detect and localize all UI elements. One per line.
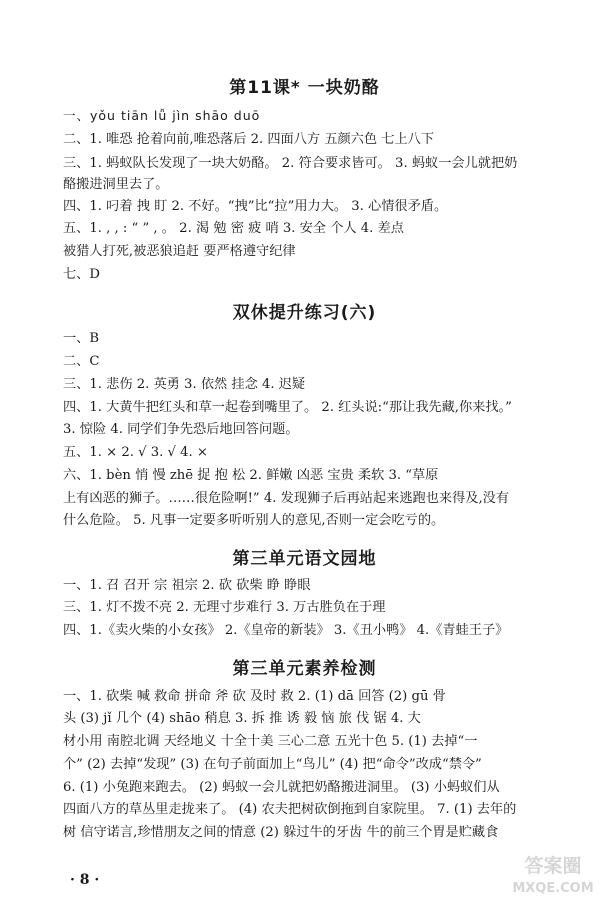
answer-line: 三、1. 灯不拨不亮 2. 无理寸步难行 3. 万古胜负在于理 bbox=[63, 600, 386, 615]
answer-line: 树 信守诺言,珍惜朋友之间的情意 (2) 躲过牛的牙齿 牛的前三个胃是贮藏食 bbox=[63, 825, 499, 840]
answer-line: 上有凶恶的狮子。……很危险啊!” 4. 发现狮子后再站起来逃跑也来得及,没有 bbox=[63, 491, 510, 506]
answer-line: 一、1. 砍柴 喊 救命 拼命 斧 砍 及时 救 2. (1) dā 回答 (2) gū 骨 bbox=[63, 689, 446, 704]
answer-line: 被猎人打死,被恶狼追赶 要严格遵守纪律 bbox=[63, 244, 296, 259]
answer-line: 三、1. 蚂蚁队长发现了一块大奶酪。 2. 符合要求皆可。 3. 蚂蚁一会儿就把奶 bbox=[63, 156, 518, 171]
answer-line: 3. 惊险 4. 同学们争先恐后地回答问题。 bbox=[63, 422, 299, 437]
answer-line: 四、1.《卖火柴的小女孩》 2.《皇帝的新装》 3.《丑小鸭》 4.《青蛙王子》 bbox=[63, 623, 509, 638]
answer-line: 五、1. , , : “ ” , 。 2. 渴 勉 密 疲 哨 3. 安全 个人 4. 差点 bbox=[63, 221, 404, 236]
answer-line: 四、1. 叼着 拽 盯 2. 不好。“拽”比“拉”用力大。 3. 心情很矛盾。 bbox=[63, 199, 448, 214]
answer-line: 一、1. 召 召开 宗 祖宗 2. 砍 砍柴 睁 睁眼 bbox=[63, 578, 311, 593]
answer-line: 一、yǒu tiān lǚ jìn shāo duō bbox=[63, 108, 261, 123]
answer-line: 一、B bbox=[63, 331, 100, 346]
answer-line: 6. (1) 小兔跑来跑去。 (2) 蚂蚁一会儿就把奶酪搬进洞里。 (3) 小蚂蚁们从 bbox=[63, 780, 500, 795]
answer-line: 材小用 南腔北调 天经地义 十全十美 三心二意 五光十色 5. (1) 去掉“一 bbox=[63, 734, 478, 749]
watermark-url: MXQE.COM bbox=[512, 881, 594, 896]
answer-line: 二、C bbox=[63, 354, 100, 369]
answer-line: 酪搬进洞里去了。 bbox=[63, 177, 169, 192]
answer-line: 五、1. × 2. √ 3. √ 4. × bbox=[63, 445, 208, 460]
answer-line: 个” (2) 去掉“发现” (3) 在句子前面加上“鸟儿” (4) 把“命令”改成“禁令” bbox=[63, 757, 482, 772]
answer-line: 七、D bbox=[63, 267, 100, 282]
section-title-language-garden: 第三单元语文园地 bbox=[232, 549, 377, 569]
answer-line: 二、1. 唯恐 抢着向前,唯恐落后 2. 四面八方 五颜六色 七上八下 bbox=[63, 132, 435, 147]
section-title-lesson-11: 第11课* 一块奶酪 bbox=[229, 78, 380, 98]
answer-line: 四、1. 大黄牛把红头和草一起卷到嘴里了。 2. 红头说:“那让我先藏,你来找。” bbox=[63, 400, 512, 415]
watermark-text: 答案圈 bbox=[524, 855, 582, 877]
answer-line: 六、1. bèn 悄 慢 zhē 捉 抱 松 2. 鲜嫩 凶恶 宝贵 柔软 3. “草原 bbox=[63, 468, 439, 483]
answer-line: 四面八方的草丛里走拢来了。 (4) 农夫把树砍倒拖到自家院里。 7. (1) 去年的 bbox=[63, 802, 517, 817]
answer-line: 什么危险。 5. 凡事一定要多听听别人的意见,否则一定会吃亏的。 bbox=[63, 513, 445, 528]
section-title-unit-assessment: 第三单元素养检测 bbox=[232, 659, 377, 679]
section-title-weekend-practice: 双休提升练习(六) bbox=[232, 303, 377, 323]
page-number: · 8 · bbox=[70, 872, 100, 888]
watermark-logo bbox=[506, 848, 601, 898]
answer-line: 三、1. 悲伤 2. 英勇 3. 依然 挂念 4. 迟疑 bbox=[63, 377, 306, 392]
answer-line: 头 (3) jǐ 几个 (4) shāo 稍息 3. 拆 推 诱 毅 恼 旅 伐 锯 4. 大 bbox=[63, 711, 421, 726]
